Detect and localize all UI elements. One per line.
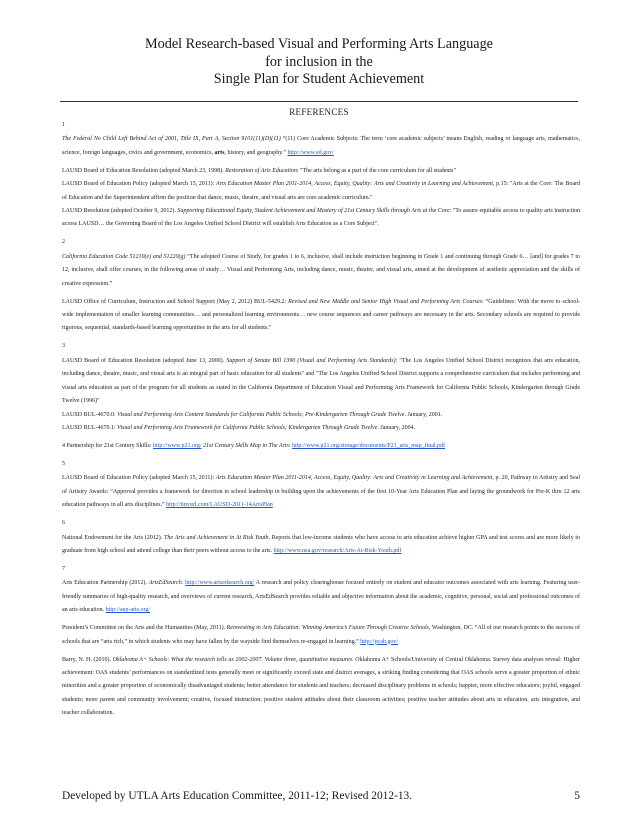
ref-text: President’s Committee on the Arts and the Humanities (May, 2011). [62,625,227,632]
ref-italic: Arts Education Master Plan 2011-2014, Access, Equity, Quality: Arts and Creativity in Learning and Achievement [215,475,493,482]
ref-link[interactable]: http://pcah.gov/ [360,638,399,645]
reference-entry [62,654,580,721]
ref-number-1: 1 [62,122,65,128]
ref-italic: Restoration of Arts Education [225,167,297,174]
ref-text: “The adopted Course of Study, for grades 1 to 6, inclusive, shall include instruction beginning in Grade 1 and continuing through Grade 6… [and] for grades 7 to 12, inclusive, shall offer courses, in the following areas of study… Visual and Performing Arts, including dance, music, theatre, and visual arts, aimed at the development of aesthetic appreciation and the skills of creative expression.” [62,253,580,287]
title-line-2: for inclusion in the [265,53,373,70]
ref-text: National Endowment for the Arts (2012). [62,534,165,541]
ref-italic: Visual and Performing Arts Framework for California Public Schools; Kindergarten Through Grade Twelve [117,424,378,431]
ref-text: : “Guidelines: With the move to school-wide implementation of smaller learning communities… and personalized learning environments… new course sequences and career pathways are necessary in the arts. Secondary schools are required to provide rigorous, sequential, standards-based learning opportunities in the arts for all students." [62,298,580,332]
ref-italic: 21st Century Skills Map in The Arts [201,442,289,449]
section-title: REFERENCES [289,107,349,117]
page-number: 5 [574,790,580,802]
reference-entry [62,296,580,336]
ref-text: LAUSD BUL-4670.0: [62,411,118,418]
ref-italic: The Arts and Achievement in At Risk Youth [164,534,269,541]
ref-text: : "The arts belong as a part of the core curriculum for all students" [296,167,456,174]
ref-link[interactable]: http://aep-arts.org/ [105,607,151,614]
reference-entry [62,165,580,178]
ref-link[interactable]: http://www.p21.org/storage/documents/P21_arts_map_final.pdf [292,442,446,449]
ref-text: : "The Los Angeles Unified School District recognizes that arts education, including dance, theatre, music, and visual arts is an integral part of basic education for all students" and "The Los Angeles Unified School District supports a comprehensive curriculum that includes performing and visual arts education as part of the program for all students as stated in the California Department of Education Visual and Performing Arts Framework for California Public Schools, Kindergarten through Grade Twelve (1996)" [62,357,581,405]
ref-text: , history, and geography.” [224,149,288,156]
ref-text: . January, 2004. [377,424,416,431]
reference-entry [62,622,580,649]
reference-entry [62,409,580,422]
ref-number-5: 5 [62,460,65,467]
ref-text: A research and policy clearinghouse focused entirely on student and educator outcomes associated with arts learning. Featuring user-friendly summaries of high-quality research, and overviews of current research, ArtsEdSearch provides reliable and objective information about the academic, cognitive, personal, social and professional outcomes of an arts education. [62,580,581,614]
ref-text: Arts Education Partnership (2012). [62,580,149,587]
ref-text: : [288,442,293,449]
ref-text: , p.15: "Arts at the Core: The Board of Education and the Superintendent affirm the position that dance, music, theatre, and visual arts are core academic curriculum." [62,181,580,201]
ref-text: LAUSD Resolution (adopted October 9, 2012). [62,208,178,215]
ref-text: LAUSD Office of Curriculum, Instruction and School Support (May 2, 2012) BUL-5429.2: [62,298,289,305]
ref-text: LAUSD BUL-4670.1: [62,424,118,431]
reference-entry [62,251,580,291]
ref-text: “(11) Core Academic Subjects: The term ‘core academic subjects’ means English, reading or language arts, mathematics, science, foreign languages, civics and government, economics, [62,136,580,156]
ref-italic: California Education Code 51210(e) and 51220(g) [62,253,186,260]
reference-entry [62,355,580,409]
reference-entry [62,440,580,453]
ref-text: LAUSD Board of Education Resolution (adopted March 23, 1998). [62,167,226,174]
ref-link[interactable]: http://www.artsedsearch.org/ [185,580,255,587]
ref-italic: Support of Senate Bill 1390 (Visual and Performing Arts Standards) [226,357,396,364]
ref-text: . [181,580,186,587]
reference-entry [62,532,580,559]
ref-text: , p. 20, Pathway to Artistry and Seal of Artistry Awards: “Approval provides a framework for direction to school leadership in building upon the achievements of the first 10-Year Arts Education Plan and laying the groundwork for Pre-K thru 12 arts education pathways in all arts disciplines.” [62,475,580,509]
ref-text: LAUSD Board of Education Policy (adopted March 15, 2011): [62,181,216,188]
ref-bold: arts [214,149,225,156]
ref-link[interactable]: http://tinyurl.com/LAUSD-2011-14ArtsPlan [166,502,273,509]
title-line-3: Single Plan for Student Achievement [213,71,425,88]
ref-text: . Oklahoma A+ Schools/University of Central Oklahoma. Survey data analyses reveal: Higher achievement: OAS students’ performances on standardized tests generally meet or significantly exceed state and district averages, a striking finding considering that OAS schools serve a greater proportion of ethnic minorities and a greater proportion of economically disadvantaged students; better attendance for students and teachers; decreased disciplinary problems in schools; happier, more effective educators; joyful, engaged students; more parent and community involvement; creative, focused instruction; positive student attitudes about their classroom activities; positive teacher attitudes about arts in education, arts integration, and teacher collaboration. [62,656,580,717]
document-title [0,36,638,89]
ref-italic: Arts Education Master Plan 2011-2014, Access, Equity, Quality: Arts and Creativity in Learning and Achievement [216,181,493,188]
ref-text: : "To assure equitable access to quality arts instruction across LAUSD… the Governing Board of the Los Angeles Unified School District will establish Arts Education as a Core Subject". [62,208,580,228]
title-line-1: Model Research-based Visual and Performing Arts Language [145,36,493,52]
ref-link[interactable]: http://www.nea.gov/research/Arts-At-Risk-Youth.pdf [273,547,402,554]
ref-text: . Reports that low-income students who have access to arts education achieve higher GPA and test scores and are more likely to graduate from high school and attend college than their peers without access to the arts. [62,534,580,554]
reference-entry [62,422,580,435]
ref-italic: Oklahoma A+ Schools: What the research tells us 2002-2007. Volume three, quantitative measures [112,656,353,663]
header-rule [60,101,578,102]
ref-link[interactable]: http://www.ed.gov/ [287,149,334,156]
ref-italic: The Federal No Child Left Behind Act of 2001, Title IX, Part A, Section 9101(11)(D)(11) [62,136,281,143]
ref-italic: Supporting Educational Equity, Student Achievement and Mastery of 21st Century Skills through Arts at the Core [177,208,450,215]
ref-text: LAUSD Board of Education Resolution (adopted June 13, 2000). [62,357,227,364]
page-footer [62,790,580,802]
ref-number-3: 3 [62,343,65,350]
ref-link[interactable]: http://www.p21.org/ [153,442,202,449]
reference-entry [62,178,580,205]
reference-entry [62,205,580,232]
ref-text: . January, 2001. [404,411,443,418]
ref-text: Barry, N. H. (2010). [62,656,113,663]
footer-text: Developed by UTLA Arts Education Committee, 2011-12; Revised 2012-13. [62,790,413,802]
ref-number-7: 7 [62,565,65,572]
reference-entry [62,577,580,617]
ref-number-6: 6 [62,520,65,527]
references-body [62,119,580,725]
reference-entry [62,472,580,512]
ref-italic: ArtsEdSearch [148,580,182,587]
ref-italic: Visual and Performing Arts Content Standards for California Public Schools; Pre-Kindergarten Through Grade Twelve [117,411,405,418]
ref-text: 4 Partnership for 21st Century Skills: [62,442,153,449]
ref-text: LAUSD Board of Education Policy (adopted March 15, 2011): [62,475,216,482]
ref-italic: Reinvesting in Arts Education: Winning America’s Future Through Creative Schools [226,625,429,632]
ref-italic: Revised and New Middle and Senior High Visual and Performing Arts Courses [288,298,482,305]
ref-number-2: 2 [62,239,65,246]
ref-text: , Washington, DC. “All of our research points to the success of schools that are “arts rich,” in which students who may have fallen by the wayside find themselves re-engaged in learning.” [62,625,580,645]
reference-entry [62,133,580,160]
